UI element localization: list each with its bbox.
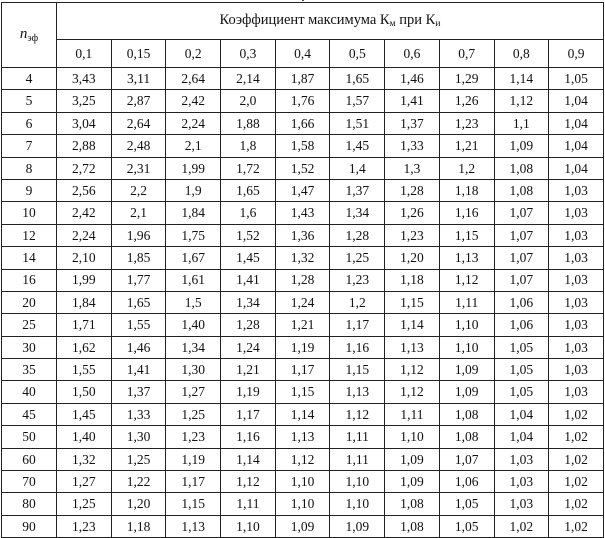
table-row bbox=[2, 403, 604, 425]
table-cell: 1,12 bbox=[494, 90, 549, 112]
table-cell: 1,11 bbox=[439, 291, 494, 313]
table-cell: 1,37 bbox=[330, 179, 385, 201]
table-row bbox=[2, 359, 604, 381]
table-cell: 1,52 bbox=[275, 157, 330, 179]
table-cell: 1,03 bbox=[549, 291, 604, 313]
table-cell: 1,08 bbox=[385, 515, 440, 537]
table-cell: 1,13 bbox=[330, 381, 385, 403]
table-cell: 1,72 bbox=[221, 157, 276, 179]
table-cell: 1,05 bbox=[439, 493, 494, 515]
table-row bbox=[2, 381, 604, 403]
row-label-cell: 60 bbox=[2, 448, 57, 470]
column-header: 0,3 bbox=[221, 40, 276, 68]
table-cell: 2,1 bbox=[111, 202, 166, 224]
table-cell: 1,76 bbox=[275, 90, 330, 112]
table-cell: 1,17 bbox=[221, 403, 276, 425]
table-cell: 1,05 bbox=[439, 515, 494, 537]
table-cell: 1,02 bbox=[549, 493, 604, 515]
table-row bbox=[2, 336, 604, 358]
table-cell: 1,33 bbox=[111, 403, 166, 425]
row-label-cell: 80 bbox=[2, 493, 57, 515]
table-cell: 1,07 bbox=[494, 224, 549, 246]
table-cell: 2,0 bbox=[221, 90, 276, 112]
table-cell: 1,40 bbox=[57, 426, 112, 448]
table-cell: 1,07 bbox=[494, 269, 549, 291]
table-cell: 1,10 bbox=[439, 336, 494, 358]
table-cell: 1,6 bbox=[221, 202, 276, 224]
table-cell: 1,37 bbox=[111, 381, 166, 403]
table-cell: 1,21 bbox=[439, 135, 494, 157]
table-row bbox=[2, 90, 604, 112]
table-cell: 1,99 bbox=[166, 157, 221, 179]
table-cell: 1,10 bbox=[275, 493, 330, 515]
table-cell: 1,18 bbox=[111, 515, 166, 537]
table-cell: 2,72 bbox=[57, 157, 112, 179]
row-label-cell: 90 bbox=[2, 515, 57, 537]
row-label-sub: эф bbox=[27, 32, 39, 44]
table-cell: 1,45 bbox=[330, 135, 385, 157]
table-cell: 1,37 bbox=[385, 112, 440, 134]
table-cell: 1,30 bbox=[111, 426, 166, 448]
table-cell: 1,14 bbox=[494, 68, 549, 90]
table-cell: 1,06 bbox=[494, 291, 549, 313]
column-header: 0,7 bbox=[439, 40, 494, 68]
table-cell: 1,08 bbox=[494, 179, 549, 201]
table-cell: 1,06 bbox=[494, 314, 549, 336]
table-cell: 1,65 bbox=[111, 291, 166, 313]
row-label-cell: 50 bbox=[2, 426, 57, 448]
table-cell: 1,25 bbox=[330, 247, 385, 269]
table-row bbox=[2, 135, 604, 157]
table-cell: 3,04 bbox=[57, 112, 112, 134]
table-cell: 1,23 bbox=[439, 112, 494, 134]
table-cell: 1,65 bbox=[330, 68, 385, 90]
table-cell: 1,09 bbox=[330, 515, 385, 537]
title-mid: при К bbox=[395, 11, 436, 28]
table-cell: 1,03 bbox=[494, 471, 549, 493]
table-row bbox=[2, 426, 604, 448]
table-cell: 1,40 bbox=[166, 314, 221, 336]
table-cell: 1,34 bbox=[166, 336, 221, 358]
table-cell: 1,03 bbox=[549, 269, 604, 291]
table-row bbox=[2, 202, 604, 224]
table-cell: 1,02 bbox=[549, 403, 604, 425]
table-cell: 1,28 bbox=[275, 269, 330, 291]
row-label-cell: 14 bbox=[2, 247, 57, 269]
table-cell: 1,17 bbox=[166, 471, 221, 493]
table-cell: 1,25 bbox=[166, 403, 221, 425]
table-cell: 1,16 bbox=[330, 336, 385, 358]
table-cell: 1,04 bbox=[494, 426, 549, 448]
table-cell: 1,04 bbox=[494, 403, 549, 425]
table-cell: 1,03 bbox=[549, 224, 604, 246]
table-cell: 1,34 bbox=[221, 291, 276, 313]
table-cell: 1,55 bbox=[57, 359, 112, 381]
table-cell: 2,88 bbox=[57, 135, 112, 157]
table-cell: 3,25 bbox=[57, 90, 112, 112]
table-cell: 3,11 bbox=[111, 68, 166, 90]
table-cell: 1,10 bbox=[330, 471, 385, 493]
table-cell: 1,14 bbox=[275, 403, 330, 425]
table-row bbox=[2, 179, 604, 201]
table-cell: 2,14 bbox=[221, 68, 276, 90]
table-cell: 1,51 bbox=[330, 112, 385, 134]
row-label-cell: 30 bbox=[2, 336, 57, 358]
table-cell: 1,10 bbox=[221, 515, 276, 537]
row-label-cell: 5 bbox=[2, 90, 57, 112]
row-label-cell: 40 bbox=[2, 381, 57, 403]
table-cell: 1,62 bbox=[57, 336, 112, 358]
table-cell: 1,11 bbox=[330, 448, 385, 470]
table-cell: 1,15 bbox=[275, 381, 330, 403]
row-label-cell: 35 bbox=[2, 359, 57, 381]
table-cell: 1,20 bbox=[385, 247, 440, 269]
table-cell: 1,05 bbox=[494, 381, 549, 403]
table-cell: 1,07 bbox=[439, 448, 494, 470]
table-cell: 1,84 bbox=[57, 291, 112, 313]
table-cell: 2,24 bbox=[57, 224, 112, 246]
row-label-header bbox=[2, 3, 57, 68]
table-cell: 1,02 bbox=[549, 471, 604, 493]
table-cell: 1,13 bbox=[385, 336, 440, 358]
table-cell: 1,88 bbox=[221, 112, 276, 134]
table-cell: 1,14 bbox=[221, 448, 276, 470]
table-cell: 1,22 bbox=[111, 471, 166, 493]
row-label-main: n bbox=[19, 25, 28, 42]
table-cell: 1,07 bbox=[494, 202, 549, 224]
table-cell: 1,12 bbox=[385, 359, 440, 381]
row-label-cell: 70 bbox=[2, 471, 57, 493]
table-cell: 1,41 bbox=[221, 269, 276, 291]
table-cell: 1,57 bbox=[330, 90, 385, 112]
table-cell: 1,08 bbox=[439, 403, 494, 425]
column-header: 0,2 bbox=[166, 40, 221, 68]
table-cell: 2,87 bbox=[111, 90, 166, 112]
table-cell: 2,2 bbox=[111, 179, 166, 201]
table-cell: 1,06 bbox=[439, 471, 494, 493]
table-cell: 1,20 bbox=[111, 493, 166, 515]
table-cell: 1,75 bbox=[166, 224, 221, 246]
table-row bbox=[2, 269, 604, 291]
table-cell: 1,25 bbox=[111, 448, 166, 470]
table-cell: 1,33 bbox=[385, 135, 440, 157]
table-cell: 1,02 bbox=[494, 515, 549, 537]
row-label-cell: 45 bbox=[2, 403, 57, 425]
column-header: 0,6 bbox=[385, 40, 440, 68]
table-cell: 1,08 bbox=[439, 426, 494, 448]
table-cell: 2,1 bbox=[166, 135, 221, 157]
table-cell: 1,17 bbox=[330, 314, 385, 336]
column-header-row bbox=[2, 40, 604, 68]
table-cell: 1,07 bbox=[494, 247, 549, 269]
table-cell: 1,52 bbox=[221, 224, 276, 246]
table-cell: 1,41 bbox=[385, 90, 440, 112]
table-cell: 1,23 bbox=[166, 426, 221, 448]
table-cell: 1,66 bbox=[275, 112, 330, 134]
table-cell: 1,04 bbox=[549, 157, 604, 179]
table-cell: 1,46 bbox=[111, 336, 166, 358]
table-cell: 1,10 bbox=[439, 314, 494, 336]
table-cell: 1,32 bbox=[275, 247, 330, 269]
table-row bbox=[2, 471, 604, 493]
table-cell: 1,28 bbox=[385, 179, 440, 201]
table-cell: 1,85 bbox=[111, 247, 166, 269]
table-cell: 1,77 bbox=[111, 269, 166, 291]
table-cell: 1,12 bbox=[275, 448, 330, 470]
table-cell: 1,12 bbox=[439, 269, 494, 291]
column-header: 0,5 bbox=[330, 40, 385, 68]
row-label-cell: 12 bbox=[2, 224, 57, 246]
table-cell: 1,03 bbox=[494, 448, 549, 470]
table-cell: 2,48 bbox=[111, 135, 166, 157]
row-label-cell: 25 bbox=[2, 314, 57, 336]
table-row bbox=[2, 224, 604, 246]
column-header: 0,9 bbox=[549, 40, 604, 68]
table-cell: 1,08 bbox=[385, 493, 440, 515]
table-cell: 1,18 bbox=[439, 179, 494, 201]
table-cell: 1,10 bbox=[385, 426, 440, 448]
table-cell: 1,10 bbox=[275, 471, 330, 493]
table-cell: 1,03 bbox=[549, 336, 604, 358]
table-cell: 1,2 bbox=[439, 157, 494, 179]
table-cell: 1,24 bbox=[221, 336, 276, 358]
table-cell: 1,04 bbox=[549, 90, 604, 112]
table-cell: 1,61 bbox=[166, 269, 221, 291]
table-cell: 2,10 bbox=[57, 247, 112, 269]
table-cell: 1,05 bbox=[549, 68, 604, 90]
table-cell: 1,08 bbox=[494, 157, 549, 179]
table-cell: 1,55 bbox=[111, 314, 166, 336]
table-cell: 1,67 bbox=[166, 247, 221, 269]
table-cell: 1,13 bbox=[275, 426, 330, 448]
table-cell: 1,28 bbox=[221, 314, 276, 336]
table-cell: 1,1 bbox=[494, 112, 549, 134]
table-cell: 2,42 bbox=[57, 202, 112, 224]
table-cell: 1,8 bbox=[221, 135, 276, 157]
table-cell: 1,9 bbox=[166, 179, 221, 201]
table-cell: 1,24 bbox=[275, 291, 330, 313]
table-cell: 1,87 bbox=[275, 68, 330, 90]
row-label-cell: 4 bbox=[2, 68, 57, 90]
table-cell: 1,50 bbox=[57, 381, 112, 403]
table-body bbox=[2, 68, 604, 538]
table-cell: 1,25 bbox=[57, 493, 112, 515]
table-cell: 1,12 bbox=[330, 403, 385, 425]
table-cell: 1,5 bbox=[166, 291, 221, 313]
column-header: 0,15 bbox=[111, 40, 166, 68]
table-cell: 1,99 bbox=[57, 269, 112, 291]
table-cell: 1,2 bbox=[330, 291, 385, 313]
table-cell: 1,21 bbox=[221, 359, 276, 381]
table-cell: 1,36 bbox=[275, 224, 330, 246]
table-cell: 1,13 bbox=[439, 247, 494, 269]
table-cell: 1,12 bbox=[221, 471, 276, 493]
table-cell: 1,4 bbox=[330, 157, 385, 179]
table-cell: 1,05 bbox=[494, 336, 549, 358]
table-row bbox=[2, 112, 604, 134]
table-cell: 1,11 bbox=[330, 426, 385, 448]
table-cell: 1,3 bbox=[385, 157, 440, 179]
table-cell: 1,45 bbox=[221, 247, 276, 269]
table-cell: 1,15 bbox=[385, 291, 440, 313]
table-cell: 1,15 bbox=[330, 359, 385, 381]
table-cell: 1,23 bbox=[57, 515, 112, 537]
table-cell: 1,14 bbox=[385, 314, 440, 336]
table-cell: 1,45 bbox=[57, 403, 112, 425]
table-cell: 1,02 bbox=[549, 426, 604, 448]
table-cell: 1,03 bbox=[494, 493, 549, 515]
table-cell: 1,02 bbox=[549, 515, 604, 537]
table-row bbox=[2, 515, 604, 537]
table-cell: 1,09 bbox=[385, 471, 440, 493]
table-cell: 1,58 bbox=[275, 135, 330, 157]
table-cell: 1,09 bbox=[275, 515, 330, 537]
table-cell: 1,46 bbox=[385, 68, 440, 90]
table-cell: 1,84 bbox=[166, 202, 221, 224]
table-cell: 1,71 bbox=[57, 314, 112, 336]
table-cell: 1,32 bbox=[57, 448, 112, 470]
row-label-cell: 9 bbox=[2, 179, 57, 201]
table-cell: 2,42 bbox=[166, 90, 221, 112]
table-cell: 1,02 bbox=[549, 448, 604, 470]
table-cell: 1,03 bbox=[549, 314, 604, 336]
table-cell: 2,24 bbox=[166, 112, 221, 134]
table-cell: 1,23 bbox=[330, 269, 385, 291]
table-cell: 1,04 bbox=[549, 112, 604, 134]
table-cell: 1,09 bbox=[439, 381, 494, 403]
table-cell: 1,03 bbox=[549, 359, 604, 381]
table-row bbox=[2, 157, 604, 179]
top-edge-mark bbox=[302, 0, 304, 1]
table-cell: 1,15 bbox=[166, 493, 221, 515]
table-cell: 1,13 bbox=[166, 515, 221, 537]
table-row bbox=[2, 493, 604, 515]
row-label-cell: 10 bbox=[2, 202, 57, 224]
table-cell: 1,05 bbox=[494, 359, 549, 381]
row-label-cell: 8 bbox=[2, 157, 57, 179]
title-ksub: м bbox=[389, 18, 396, 29]
column-header: 0,4 bbox=[275, 40, 330, 68]
row-label-cell: 7 bbox=[2, 135, 57, 157]
table-cell: 1,15 bbox=[439, 224, 494, 246]
table-cell: 1,09 bbox=[494, 135, 549, 157]
table-cell: 1,03 bbox=[549, 247, 604, 269]
table-cell: 1,29 bbox=[439, 68, 494, 90]
table-cell: 1,12 bbox=[385, 381, 440, 403]
table-cell: 1,19 bbox=[275, 336, 330, 358]
column-header: 0,1 bbox=[57, 40, 112, 68]
table-cell: 1,26 bbox=[439, 90, 494, 112]
column-header: 0,8 bbox=[494, 40, 549, 68]
table-cell: 1,27 bbox=[57, 471, 112, 493]
title-isub: и bbox=[435, 18, 441, 29]
table-cell: 1,03 bbox=[549, 202, 604, 224]
table-row bbox=[2, 68, 604, 90]
table-cell: 2,64 bbox=[111, 112, 166, 134]
table-cell: 1,17 bbox=[275, 359, 330, 381]
table-cell: 1,30 bbox=[166, 359, 221, 381]
table-cell: 1,28 bbox=[330, 224, 385, 246]
row-label-cell: 16 bbox=[2, 269, 57, 291]
table-cell: 1,10 bbox=[330, 493, 385, 515]
table-cell: 1,21 bbox=[275, 314, 330, 336]
table-title bbox=[57, 3, 604, 40]
max-coefficient-table bbox=[1, 2, 604, 538]
row-label-cell: 6 bbox=[2, 112, 57, 134]
table-cell: 1,11 bbox=[221, 493, 276, 515]
table-cell: 1,26 bbox=[385, 202, 440, 224]
title-main: Коэффициент максимума К bbox=[219, 11, 390, 28]
table-cell: 1,03 bbox=[549, 381, 604, 403]
table-cell: 1,04 bbox=[549, 135, 604, 157]
table-cell: 1,34 bbox=[330, 202, 385, 224]
table-cell: 1,09 bbox=[439, 359, 494, 381]
table-cell: 1,47 bbox=[275, 179, 330, 201]
table-cell: 1,23 bbox=[385, 224, 440, 246]
header-row bbox=[2, 3, 604, 40]
table-cell: 1,65 bbox=[221, 179, 276, 201]
table-cell: 1,16 bbox=[439, 202, 494, 224]
table-cell: 1,27 bbox=[166, 381, 221, 403]
table-cell: 1,41 bbox=[111, 359, 166, 381]
table-cell: 1,16 bbox=[221, 426, 276, 448]
table-cell: 3,43 bbox=[57, 68, 112, 90]
table-row bbox=[2, 247, 604, 269]
table-cell: 2,56 bbox=[57, 179, 112, 201]
table-cell: 2,64 bbox=[166, 68, 221, 90]
table-cell: 1,43 bbox=[275, 202, 330, 224]
table-cell: 1,03 bbox=[549, 179, 604, 201]
table-cell: 2,31 bbox=[111, 157, 166, 179]
table-cell: 1,96 bbox=[111, 224, 166, 246]
row-label-cell: 20 bbox=[2, 291, 57, 313]
table-cell: 1,11 bbox=[385, 403, 440, 425]
table-row bbox=[2, 448, 604, 470]
table-cell: 1,19 bbox=[166, 448, 221, 470]
table-row bbox=[2, 291, 604, 313]
table-cell: 1,19 bbox=[221, 381, 276, 403]
table-cell: 1,09 bbox=[385, 448, 440, 470]
table-cell: 1,18 bbox=[385, 269, 440, 291]
table-row bbox=[2, 314, 604, 336]
